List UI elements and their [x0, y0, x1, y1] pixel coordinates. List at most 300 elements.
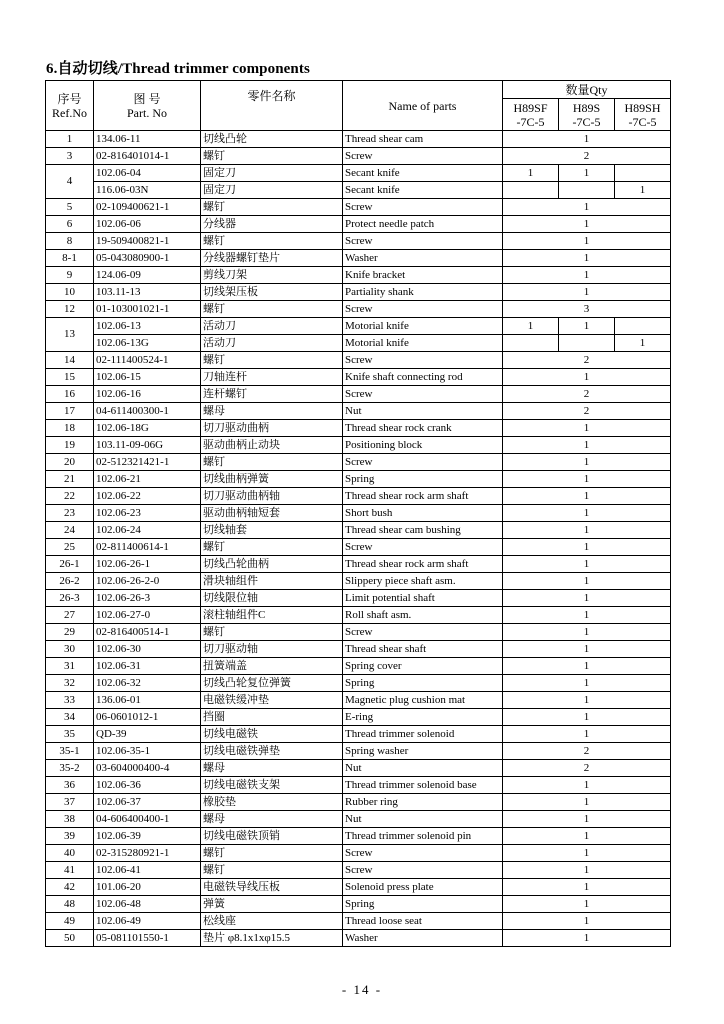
qty-cell: 1: [503, 624, 671, 641]
table-row: [46, 743, 671, 760]
ref-no-cell: 5: [46, 199, 94, 216]
table-row: [46, 760, 671, 777]
part-no-cell: 124.06-09: [94, 267, 201, 284]
ref-no-header: [46, 81, 94, 131]
part-name-cn-cell: 挡圈: [201, 709, 343, 726]
table-row: [46, 522, 671, 539]
part-name-en-cell: Secant knife: [343, 182, 503, 199]
part-name-cn-cell: 螺钉: [201, 862, 343, 879]
table-row: [46, 403, 671, 420]
qty-h89sh-cell: 1: [615, 182, 671, 199]
model-header-h89sf: [503, 99, 559, 131]
part-no-cell: 102.06-21: [94, 471, 201, 488]
qty-cell: 2: [503, 386, 671, 403]
table-row: [46, 301, 671, 318]
part-name-en-cell: Short bush: [343, 505, 503, 522]
ref-no-cell: 37: [46, 794, 94, 811]
part-no-cell: 02-816400514-1: [94, 624, 201, 641]
table-row: [46, 233, 671, 250]
part-name-cn-cell: 切线电磁铁顶销: [201, 828, 343, 845]
part-no-cell: 102.06-27-0: [94, 607, 201, 624]
part-name-cn-cell: 驱动曲柄轴短套: [201, 505, 343, 522]
ref-no-cell: 9: [46, 267, 94, 284]
part-name-cn-cell: 切线电磁铁: [201, 726, 343, 743]
part-no-cell: 102.06-15: [94, 369, 201, 386]
table-row: [46, 471, 671, 488]
qty-cell: 1: [503, 845, 671, 862]
name-cn-header: 零件名称: [201, 81, 343, 131]
part-no-cell: 102.06-04: [94, 165, 201, 182]
parts-table: [45, 80, 671, 947]
table-row: [46, 420, 671, 437]
part-name-en-cell: Screw: [343, 539, 503, 556]
ref-no-cell: 8: [46, 233, 94, 250]
page-title: 6.自动切线/Thread trimmer components: [46, 61, 310, 77]
qty-cell: 1: [503, 930, 671, 947]
part-name-cn-cell: 切线凸轮: [201, 131, 343, 148]
table-row: [46, 488, 671, 505]
part-no-cell: 102.06-13: [94, 318, 201, 335]
qty-cell: 1: [503, 471, 671, 488]
part-name-en-cell: Knife shaft connecting rod: [343, 369, 503, 386]
part-name-en-cell: Thread trimmer solenoid base: [343, 777, 503, 794]
ref-no-cell: 26-2: [46, 573, 94, 590]
ref-no-cell: 42: [46, 879, 94, 896]
page-number: - 14 -: [341, 982, 383, 997]
part-name-en-cell: Screw: [343, 301, 503, 318]
part-name-cn-cell: 切线架压板: [201, 284, 343, 301]
qty-h89sf-cell: [503, 335, 559, 352]
model-line1: H89SH: [624, 100, 661, 115]
part-name-cn-cell: 螺钉: [201, 845, 343, 862]
qty-h89sf-cell: 1: [503, 318, 559, 335]
part-no-cell: 19-509400821-1: [94, 233, 201, 250]
qty-cell: 1: [503, 199, 671, 216]
ref-no-cell: 48: [46, 896, 94, 913]
qty-cell: 1: [503, 777, 671, 794]
qty-cell: 1: [503, 454, 671, 471]
part-name-en-cell: Washer: [343, 930, 503, 947]
qty-cell: 1: [503, 488, 671, 505]
part-no-cell: 102.06-26-3: [94, 590, 201, 607]
qty-h89sf-cell: 1: [503, 165, 559, 182]
table-row: [46, 726, 671, 743]
ref-no-cell: 35-2: [46, 760, 94, 777]
part-name-cn-cell: 活动刀: [201, 335, 343, 352]
part-name-en-cell: Motorial knife: [343, 318, 503, 335]
part-name-en-cell: Thread shear shaft: [343, 641, 503, 658]
part-name-en-cell: Thread trimmer solenoid pin: [343, 828, 503, 845]
ref-no-cell: 27: [46, 607, 94, 624]
part-no-header-en: Part. No: [127, 105, 167, 120]
table-row: [46, 284, 671, 301]
qty-cell: 1: [503, 505, 671, 522]
table-row: [46, 437, 671, 454]
table-row: [46, 352, 671, 369]
ref-no-cell: 34: [46, 709, 94, 726]
table-row: [46, 607, 671, 624]
part-name-en-cell: Screw: [343, 454, 503, 471]
part-name-cn-cell: 螺钉: [201, 624, 343, 641]
part-name-cn-cell: 弹簧: [201, 896, 343, 913]
part-name-cn-cell: 切线凸轮复位弹簧: [201, 675, 343, 692]
ref-no-cell: 35: [46, 726, 94, 743]
ref-no-cell: 31: [46, 658, 94, 675]
table-row: [46, 896, 671, 913]
table-row: [46, 828, 671, 845]
table-row: [46, 658, 671, 675]
qty-cell: 1: [503, 131, 671, 148]
part-no-cell: 02-315280921-1: [94, 845, 201, 862]
part-name-en-cell: Roll shaft asm.: [343, 607, 503, 624]
model-line1: H89SF: [513, 100, 548, 115]
model-line2: -7C-5: [572, 114, 601, 129]
table-row: [46, 454, 671, 471]
qty-cell: 1: [503, 216, 671, 233]
part-name-en-cell: Screw: [343, 352, 503, 369]
part-no-cell: QD-39: [94, 726, 201, 743]
part-name-en-cell: Slippery piece shaft asm.: [343, 573, 503, 590]
ref-no-cell: 17: [46, 403, 94, 420]
part-name-cn-cell: 切线限位轴: [201, 590, 343, 607]
model-line1: H89S: [572, 100, 601, 115]
part-name-cn-cell: 螺钉: [201, 233, 343, 250]
part-no-cell: 102.06-30: [94, 641, 201, 658]
qty-cell: 1: [503, 607, 671, 624]
part-name-en-cell: Screw: [343, 233, 503, 250]
part-name-cn-cell: 扭簧端盖: [201, 658, 343, 675]
table-row: [46, 131, 671, 148]
part-no-header-cn: 图 号: [133, 91, 161, 106]
part-name-cn-cell: 螺钉: [201, 539, 343, 556]
part-name-en-cell: Spring: [343, 675, 503, 692]
qty-cell: 2: [503, 148, 671, 165]
part-name-en-cell: Spring: [343, 896, 503, 913]
qty-h89sh-cell: [615, 165, 671, 182]
table-row: [46, 199, 671, 216]
qty-cell: 1: [503, 369, 671, 386]
qty-cell: 1: [503, 862, 671, 879]
ref-no-cell: 33: [46, 692, 94, 709]
qty-cell: 1: [503, 709, 671, 726]
qty-cell: 1: [503, 675, 671, 692]
qty-cell: 2: [503, 760, 671, 777]
qty-h89s-cell: 1: [559, 165, 615, 182]
name-en-header: Name of parts: [343, 81, 503, 131]
ref-no-cell: 38: [46, 811, 94, 828]
part-name-en-cell: Thread loose seat: [343, 913, 503, 930]
part-no-cell: 102.06-24: [94, 522, 201, 539]
part-name-cn-cell: 螺母: [201, 760, 343, 777]
qty-cell: 1: [503, 556, 671, 573]
part-no-cell: 01-103001021-1: [94, 301, 201, 318]
part-no-cell: 136.06-01: [94, 692, 201, 709]
part-name-en-cell: Thread trimmer solenoid: [343, 726, 503, 743]
part-name-en-cell: Thread shear cam: [343, 131, 503, 148]
part-name-cn-cell: 切刀驱动曲柄: [201, 420, 343, 437]
table-row: [46, 811, 671, 828]
table-row: [46, 709, 671, 726]
table-body: [46, 131, 671, 947]
part-name-cn-cell: 松线座: [201, 913, 343, 930]
part-name-cn-cell: 切刀驱动曲柄轴: [201, 488, 343, 505]
table-row: [46, 386, 671, 403]
ref-no-cell: 10: [46, 284, 94, 301]
part-name-en-cell: Screw: [343, 148, 503, 165]
table-row: [46, 250, 671, 267]
part-no-cell: 102.06-48: [94, 896, 201, 913]
part-no-cell: 102.06-16: [94, 386, 201, 403]
part-name-en-cell: Limit potential shaft: [343, 590, 503, 607]
qty-cell: 1: [503, 573, 671, 590]
qty-h89s-cell: [559, 182, 615, 199]
table-row: [46, 505, 671, 522]
ref-no-cell: 3: [46, 148, 94, 165]
part-name-cn-cell: 螺钉: [201, 352, 343, 369]
table-row: [46, 675, 671, 692]
ref-no-cell: 39: [46, 828, 94, 845]
part-name-en-cell: Partiality shank: [343, 284, 503, 301]
part-name-en-cell: Nut: [343, 760, 503, 777]
part-name-en-cell: Positioning block: [343, 437, 503, 454]
ref-no-header-cn: 序号: [57, 91, 82, 106]
qty-h89sf-cell: [503, 182, 559, 199]
ref-no-header-en: Ref.No: [52, 105, 87, 120]
qty-cell: 1: [503, 896, 671, 913]
part-name-en-cell: Motorial knife: [343, 335, 503, 352]
ref-no-cell: 1: [46, 131, 94, 148]
table-row: [46, 845, 671, 862]
part-name-cn-cell: 螺母: [201, 403, 343, 420]
ref-no-cell: 15: [46, 369, 94, 386]
ref-no-cell: 23: [46, 505, 94, 522]
part-name-cn-cell: 电磁铁导线压板: [201, 879, 343, 896]
table-row: [46, 539, 671, 556]
part-no-cell: 102.06-23: [94, 505, 201, 522]
ref-no-cell: 35-1: [46, 743, 94, 760]
qty-cell: 2: [503, 352, 671, 369]
qty-cell: 1: [503, 284, 671, 301]
qty-h89sh-cell: 1: [615, 335, 671, 352]
qty-cell: 1: [503, 811, 671, 828]
part-name-cn-cell: 切线轴套: [201, 522, 343, 539]
part-name-cn-cell: 分线器螺钉垫片: [201, 250, 343, 267]
table-row: [46, 318, 671, 335]
part-name-en-cell: Thread shear cam bushing: [343, 522, 503, 539]
part-name-cn-cell: 切线电磁铁弹垫: [201, 743, 343, 760]
table-row: [46, 182, 671, 199]
model-header-h89s: [559, 99, 615, 131]
part-name-cn-cell: 固定刀: [201, 165, 343, 182]
part-no-cell: 102.06-31: [94, 658, 201, 675]
part-name-cn-cell: 螺钉: [201, 148, 343, 165]
part-no-cell: 04-611400300-1: [94, 403, 201, 420]
ref-no-cell: 16: [46, 386, 94, 403]
table-row: [46, 216, 671, 233]
part-name-cn-cell: 切线曲柄弹簧: [201, 471, 343, 488]
part-no-cell: 116.06-03N: [94, 182, 201, 199]
ref-no-cell: 21: [46, 471, 94, 488]
part-name-cn-cell: 电磁铁缓冲垫: [201, 692, 343, 709]
part-name-cn-cell: 剪线刀架: [201, 267, 343, 284]
part-name-en-cell: Screw: [343, 199, 503, 216]
ref-no-cell: 40: [46, 845, 94, 862]
table-row: [46, 556, 671, 573]
ref-no-cell: 26-3: [46, 590, 94, 607]
part-no-header: [94, 81, 201, 131]
part-name-en-cell: Thread shear rock arm shaft: [343, 556, 503, 573]
part-name-en-cell: E-ring: [343, 709, 503, 726]
model-line2: -7C-5: [628, 114, 657, 129]
part-no-cell: 03-604000400-4: [94, 760, 201, 777]
qty-cell: 1: [503, 590, 671, 607]
part-no-cell: 102.06-37: [94, 794, 201, 811]
part-no-cell: 02-109400621-1: [94, 199, 201, 216]
part-name-en-cell: Thread shear rock crank: [343, 420, 503, 437]
ref-no-cell: 20: [46, 454, 94, 471]
ref-no-cell: 25: [46, 539, 94, 556]
ref-no-cell: 30: [46, 641, 94, 658]
part-name-en-cell: Spring cover: [343, 658, 503, 675]
ref-no-cell: 41: [46, 862, 94, 879]
ref-no-cell: 12: [46, 301, 94, 318]
part-name-cn-cell: 驱动曲柄止动块: [201, 437, 343, 454]
part-name-en-cell: Screw: [343, 862, 503, 879]
qty-cell: 3: [503, 301, 671, 318]
ref-no-cell: 26-1: [46, 556, 94, 573]
part-no-cell: 102.06-26-1: [94, 556, 201, 573]
qty-cell: 1: [503, 233, 671, 250]
model-header-h89sh: [615, 99, 671, 131]
qty-cell: 1: [503, 913, 671, 930]
part-no-cell: 134.06-11: [94, 131, 201, 148]
ref-no-cell: 13: [46, 318, 94, 352]
table-row: [46, 641, 671, 658]
part-name-cn-cell: 切刀驱动轴: [201, 641, 343, 658]
model-line2: -7C-5: [516, 114, 545, 129]
part-no-cell: 102.06-41: [94, 862, 201, 879]
part-name-en-cell: Nut: [343, 403, 503, 420]
part-name-cn-cell: 螺钉: [201, 454, 343, 471]
part-name-en-cell: Screw: [343, 845, 503, 862]
part-no-cell: 04-606400400-1: [94, 811, 201, 828]
part-name-cn-cell: 螺钉: [201, 301, 343, 318]
part-no-cell: 02-811400614-1: [94, 539, 201, 556]
part-name-en-cell: Washer: [343, 250, 503, 267]
ref-no-cell: 18: [46, 420, 94, 437]
table-row: [46, 369, 671, 386]
table-row: [46, 777, 671, 794]
part-no-cell: 102.06-39: [94, 828, 201, 845]
qty-cell: 1: [503, 522, 671, 539]
qty-cell: 2: [503, 743, 671, 760]
part-name-cn-cell: 刀轴连杆: [201, 369, 343, 386]
table-header: [46, 81, 671, 131]
part-name-en-cell: Magnetic plug cushion mat: [343, 692, 503, 709]
part-no-cell: 102.06-26-2-0: [94, 573, 201, 590]
part-name-en-cell: Rubber ring: [343, 794, 503, 811]
qty-h89sh-cell: [615, 318, 671, 335]
ref-no-cell: 14: [46, 352, 94, 369]
part-name-en-cell: Secant knife: [343, 165, 503, 182]
ref-no-cell: 50: [46, 930, 94, 947]
qty-cell: 1: [503, 641, 671, 658]
part-no-cell: 102.06-36: [94, 777, 201, 794]
part-name-cn-cell: 滚柱轴组件C: [201, 607, 343, 624]
part-no-cell: 02-816401014-1: [94, 148, 201, 165]
part-name-cn-cell: 固定刀: [201, 182, 343, 199]
qty-cell: 1: [503, 250, 671, 267]
part-name-en-cell: Thread shear rock arm shaft: [343, 488, 503, 505]
qty-cell: 1: [503, 692, 671, 709]
part-no-cell: 102.06-49: [94, 913, 201, 930]
table-row: [46, 148, 671, 165]
ref-no-cell: 29: [46, 624, 94, 641]
part-name-cn-cell: 切线凸轮曲柄: [201, 556, 343, 573]
part-name-cn-cell: 滑块轴组件: [201, 573, 343, 590]
ref-no-cell: 4: [46, 165, 94, 199]
table-row: [46, 335, 671, 352]
ref-no-cell: 22: [46, 488, 94, 505]
ref-no-cell: 6: [46, 216, 94, 233]
part-no-cell: 103.11-13: [94, 284, 201, 301]
part-no-cell: 102.06-32: [94, 675, 201, 692]
part-no-cell: 05-043080900-1: [94, 250, 201, 267]
part-name-en-cell: Screw: [343, 386, 503, 403]
part-name-cn-cell: 切线电磁铁支架: [201, 777, 343, 794]
qty-cell: 1: [503, 437, 671, 454]
part-name-cn-cell: 垫片 φ8.1x1xφ15.5: [201, 930, 343, 947]
part-name-en-cell: Spring: [343, 471, 503, 488]
part-name-cn-cell: 分线器: [201, 216, 343, 233]
qty-cell: 1: [503, 879, 671, 896]
part-no-cell: 102.06-06: [94, 216, 201, 233]
part-name-cn-cell: 橡胶垫: [201, 794, 343, 811]
table-row: [46, 862, 671, 879]
part-no-cell: 02-111400524-1: [94, 352, 201, 369]
table-row: [46, 794, 671, 811]
qty-cell: 2: [503, 403, 671, 420]
part-no-cell: 02-512321421-1: [94, 454, 201, 471]
table-row: [46, 913, 671, 930]
ref-no-cell: 8-1: [46, 250, 94, 267]
qty-header: 数量Qty: [503, 81, 671, 99]
part-no-cell: 103.11-09-06G: [94, 437, 201, 454]
part-name-cn-cell: 连杆螺钉: [201, 386, 343, 403]
table-row: [46, 692, 671, 709]
qty-cell: 1: [503, 828, 671, 845]
qty-cell: 1: [503, 420, 671, 437]
ref-no-cell: 19: [46, 437, 94, 454]
part-name-en-cell: Protect needle patch: [343, 216, 503, 233]
ref-no-cell: 36: [46, 777, 94, 794]
table-row: [46, 573, 671, 590]
part-name-en-cell: Screw: [343, 624, 503, 641]
ref-no-cell: 49: [46, 913, 94, 930]
part-name-en-cell: Spring washer: [343, 743, 503, 760]
part-name-cn-cell: 活动刀: [201, 318, 343, 335]
part-name-en-cell: Solenoid press plate: [343, 879, 503, 896]
part-no-cell: 06-0601012-1: [94, 709, 201, 726]
part-no-cell: 102.06-13G: [94, 335, 201, 352]
qty-cell: 1: [503, 726, 671, 743]
table-row: [46, 624, 671, 641]
qty-cell: 1: [503, 658, 671, 675]
part-no-cell: 102.06-35-1: [94, 743, 201, 760]
qty-h89s-cell: 1: [559, 318, 615, 335]
part-name-en-cell: Knife bracket: [343, 267, 503, 284]
part-no-cell: 101.06-20: [94, 879, 201, 896]
